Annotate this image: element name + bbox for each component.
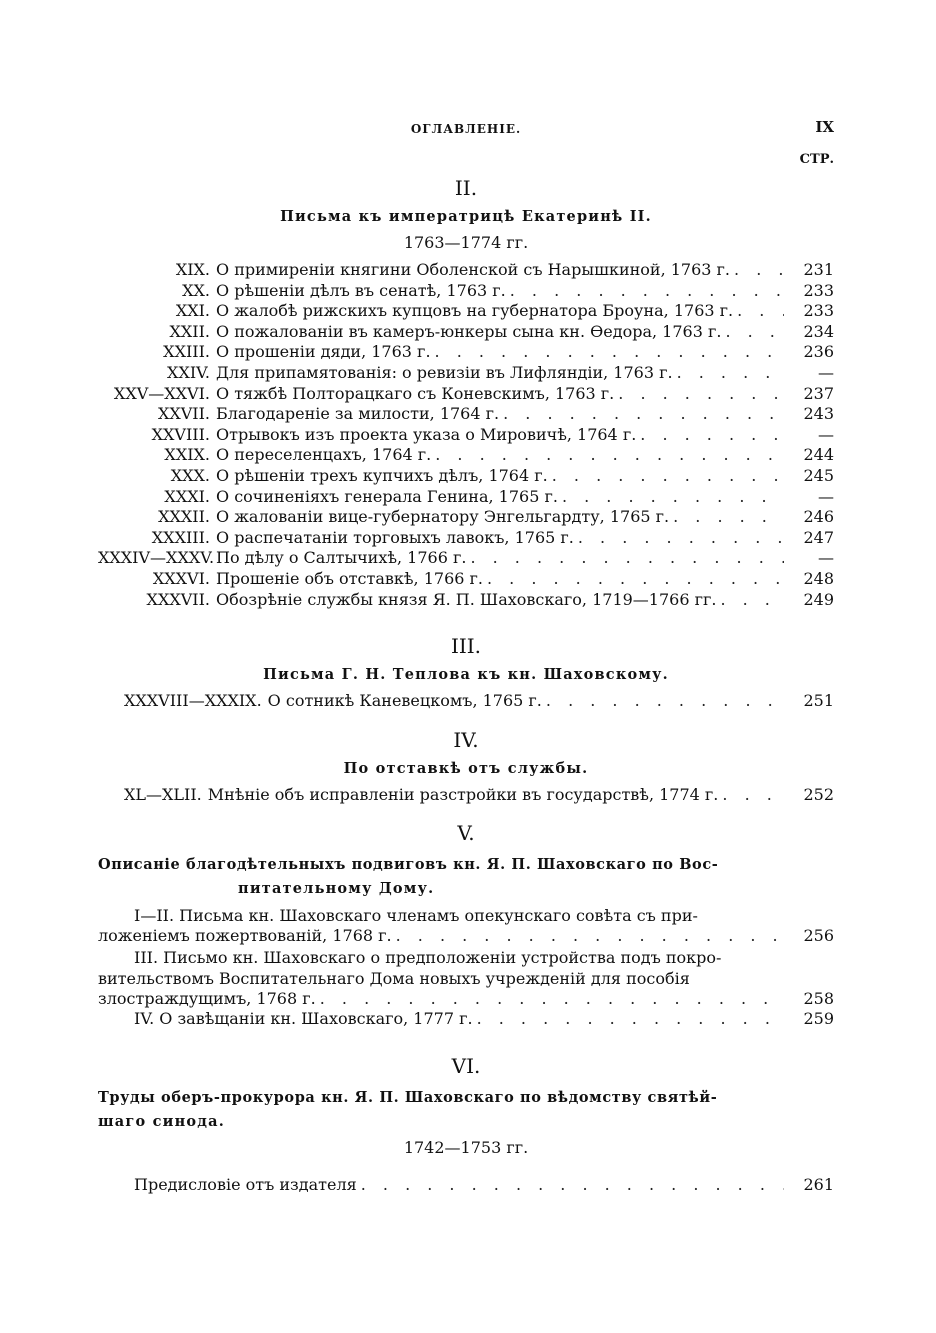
entry-number: XXXII.	[158, 507, 210, 527]
toc-entry[interactable]	[98, 548, 834, 569]
leader-dots	[618, 384, 784, 405]
leader-dots	[552, 466, 784, 487]
entry-number: XXX.	[170, 465, 210, 485]
entry-number: XXIII.	[163, 342, 210, 362]
section-title	[98, 1086, 834, 1134]
entry-number: XXXIII.	[151, 527, 210, 547]
entry-number: XXV—XXVI.	[113, 383, 210, 403]
entry-page: 244	[803, 445, 834, 465]
entry-page: 261	[803, 1175, 834, 1195]
entry-page: 258	[803, 988, 834, 1008]
toc-entry[interactable]	[98, 322, 834, 343]
entry-number: XXI.	[175, 301, 210, 321]
toc-entry[interactable]	[98, 1009, 834, 1030]
section-years: 1742—1753 гг.	[403, 1138, 529, 1158]
leader-dots	[487, 569, 784, 590]
running-title: ОГЛАВЛЕНІЕ.	[410, 122, 522, 136]
entry-line: I—II. Письма кн. Шаховскаго членамъ опекунскаго совѣта съ при-	[134, 906, 698, 926]
toc-entry[interactable]	[98, 785, 834, 806]
entry-page: 248	[803, 568, 834, 588]
section-years: 1763—1774 гг.	[403, 233, 529, 252]
entry-page: 233	[803, 280, 834, 300]
leader-dots	[477, 1009, 784, 1030]
entry-text: IV. О завѣщаніи кн. Шаховскаго, 1777 г.	[134, 1009, 473, 1029]
entry-text: О переселенцахъ, 1764 г.	[216, 445, 432, 465]
running-head	[98, 112, 834, 138]
toc-entry[interactable]	[98, 1175, 834, 1196]
entry-page: —	[818, 486, 834, 506]
toc-entry[interactable]	[98, 528, 834, 549]
toc-entry[interactable]	[98, 507, 834, 528]
leader-dots	[320, 989, 784, 1010]
entry-line: злостраждущимъ, 1768 г.	[98, 988, 316, 1008]
entry-page: —	[818, 548, 834, 568]
entry-page: —	[818, 424, 834, 444]
toc-entry[interactable]	[98, 590, 834, 611]
leader-dots	[673, 507, 784, 528]
entry-text: Мнѣніе объ исправленіи разстройки въ государствѣ, 1774 г.	[207, 784, 719, 804]
entry-page: 247	[803, 527, 834, 547]
entry-text: О прошеніи дяди, 1763 г.	[216, 342, 431, 362]
entry-page: 234	[803, 321, 834, 341]
entry-text: О рѣшеніи трехъ купчихъ дѣлъ, 1764 г.	[216, 465, 548, 485]
entry-page: 256	[803, 926, 834, 946]
entry-page: 231	[803, 260, 834, 279]
entry-number: XXXVIII—XXXIX.	[124, 691, 262, 711]
section-title: Письма Г. Н. Теплова къ кн. Шаховскому.	[263, 666, 669, 684]
section-title-line: шаго синода.	[98, 1113, 225, 1131]
entry-number: XXXVII.	[146, 589, 210, 609]
leader-dots	[734, 260, 784, 281]
leader-dots	[720, 590, 784, 611]
section-numeral: IV.	[453, 727, 479, 752]
leader-dots	[361, 1175, 784, 1196]
toc-entry[interactable]	[98, 691, 834, 712]
leader-dots	[737, 301, 784, 322]
toc-entry[interactable]	[98, 569, 834, 590]
section-numeral: II.	[454, 176, 478, 200]
entry-text: Прошеніе объ отставкѣ, 1766 г.	[216, 568, 483, 588]
entry-page: 259	[803, 1009, 834, 1029]
entry-number: XIX.	[175, 260, 210, 279]
page-number: IX	[815, 118, 834, 136]
entry-line: III. Письмо кн. Шаховскаго о предположеніи устройства подъ покро-	[134, 947, 722, 967]
toc-entry[interactable]	[98, 905, 834, 947]
entry-text: О сочиненіяхъ генерала Генина, 1765 г.	[216, 486, 558, 506]
entry-number: XXXVI.	[152, 568, 210, 588]
entry-page: 243	[803, 404, 834, 424]
entry-number: XXVIII.	[151, 424, 210, 444]
entry-number: XXII.	[169, 321, 210, 341]
leader-dots	[470, 548, 784, 569]
entry-line: ложеніемъ пожертвованій, 1768 г.	[98, 926, 392, 946]
leader-dots	[578, 528, 784, 549]
toc-page	[98, 112, 834, 1196]
entry-text: О сотникѣ Каневецкомъ, 1765 г.	[267, 691, 542, 711]
section-title	[98, 853, 834, 901]
entry-text: Обозрѣніе службы князя Я. П. Шаховскаго, 1719—1766 гг.	[216, 589, 717, 609]
entry-page: 245	[803, 465, 834, 485]
section-numeral: V.	[457, 821, 475, 846]
leader-dots	[503, 404, 784, 425]
entry-text: О распечатаніи торговыхъ лавокъ, 1765 г.	[216, 527, 574, 547]
entry-page: 252	[803, 784, 834, 804]
toc-entry[interactable]	[98, 281, 834, 302]
toc-entry[interactable]	[98, 384, 834, 405]
section-numeral: III.	[450, 634, 482, 659]
toc-entry[interactable]	[98, 363, 834, 384]
entry-page: 236	[803, 342, 834, 362]
leader-dots	[677, 363, 784, 384]
leader-dots	[562, 487, 784, 508]
section-title-line: Описаніе благодѣтельныхъ подвиговъ кн. Я. П. Шаховскаго по Вос-	[98, 856, 719, 874]
entry-text: О жалованіи вице-губернатору Энгельгардту, 1765 г.	[216, 507, 670, 527]
toc-entry-list	[98, 260, 834, 610]
entry-text: Благодареніе за милости, 1764 г.	[216, 404, 500, 424]
entry-page: 246	[803, 507, 834, 527]
entry-page: —	[818, 362, 834, 382]
entry-text: О примиреніи княгини Оболенской съ Нарышкиной, 1763 г.	[216, 260, 731, 279]
toc-entry[interactable]	[98, 342, 834, 363]
leader-dots	[725, 322, 784, 343]
toc-entry[interactable]	[98, 947, 834, 1010]
page-column-label: СТР.	[799, 152, 834, 167]
entry-page: 251	[803, 691, 834, 711]
toc-entry[interactable]	[98, 260, 834, 281]
section-title: По отставкѣ отъ службы.	[343, 759, 589, 777]
entry-text: О пожалованіи въ камеръ-юнкеры сына кн. Өедора, 1763 г.	[216, 321, 722, 341]
leader-dots	[435, 445, 784, 466]
entry-number: XXVII.	[157, 404, 210, 424]
entry-text: Предисловіе отъ издателя	[134, 1175, 357, 1195]
entry-text: Для припамятованія: о ревизіи въ Лифляндіи, 1763 г.	[216, 362, 673, 382]
leader-dots	[396, 926, 784, 947]
entry-line: вительствомъ Воспитательнаго Дома новыхъ учрежденій для пособія	[98, 968, 690, 988]
toc-entry[interactable]	[98, 404, 834, 425]
section-title-line: питательному Дому.	[238, 880, 435, 898]
section-title: Письма къ императрицѣ Екатеринѣ II.	[280, 208, 652, 225]
entry-text: Отрывокъ изъ проекта указа о Мировичѣ, 1764 г.	[216, 424, 637, 444]
entry-text: О тяжбѣ Полторацкаго съ Коневскимъ, 1763 г.	[216, 383, 615, 403]
entry-number: XL—XLII.	[124, 784, 202, 804]
entry-number: XXXI.	[164, 486, 210, 506]
toc-entry[interactable]	[98, 466, 834, 487]
entry-page: 237	[803, 383, 834, 403]
entry-number: XXIX.	[164, 445, 210, 465]
toc-entry[interactable]	[98, 445, 834, 466]
toc-entry[interactable]	[98, 487, 834, 508]
leader-dots	[640, 425, 784, 446]
leader-dots	[722, 785, 784, 806]
entry-text: О жалобѣ рижскихъ купцовъ на губернатора Броуна, 1763 г.	[216, 301, 734, 321]
section-numeral: VI.	[451, 1054, 481, 1079]
entry-number: XX.	[182, 280, 210, 300]
section-title-line: Труды оберъ-прокурора кн. Я. П. Шаховскаго по вѣдомству святѣй-	[98, 1089, 718, 1107]
entry-number: XXXIV—XXXV.	[98, 548, 215, 568]
entry-number: XXIV.	[167, 362, 210, 382]
leader-dots	[546, 691, 784, 712]
entry-text: О рѣшеніи дѣлъ въ сенатѣ, 1763 г.	[216, 280, 506, 300]
toc-entry[interactable]	[98, 301, 834, 322]
entry-page: 249	[803, 589, 834, 609]
leader-dots	[510, 281, 784, 302]
entry-page: 233	[803, 301, 834, 321]
leader-dots	[435, 342, 784, 363]
entry-text: По дѣлу о Салтычихѣ, 1766 г.	[216, 548, 467, 568]
toc-entry[interactable]	[98, 425, 834, 446]
